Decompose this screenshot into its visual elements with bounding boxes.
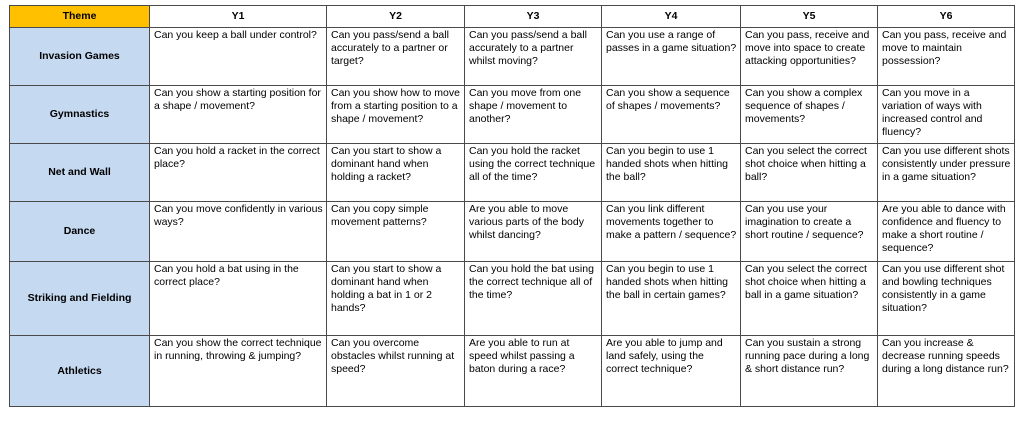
table-row-invasion-games: [10, 28, 1015, 86]
year-header-y4: Y4: [602, 6, 741, 28]
table-row-net-and-wall: [10, 144, 1015, 202]
cell-text: Can you select the correct shot choice when hitting a ball in a game situation?: [745, 263, 867, 301]
table-cell: [327, 262, 465, 336]
year-header-y1: Y1: [150, 6, 327, 28]
cell-text: Can you copy simple movement patterns?: [331, 203, 429, 228]
table-cell: [327, 28, 465, 86]
theme-cell: Striking and Fielding: [10, 262, 150, 336]
table-cell: [602, 202, 741, 262]
table-cell: [327, 86, 465, 144]
cell-text: Are you able to run at speed whilst passing a baton during a race?: [469, 337, 575, 375]
cell-text: Can you use a range of passes in a game situation?: [606, 29, 737, 54]
table-row-gymnastics: [10, 86, 1015, 144]
table-cell: [602, 336, 741, 407]
theme-cell: Athletics: [10, 336, 150, 407]
cell-text: Can you use different shot and bowling techniques consistently in a game situation?: [882, 263, 1005, 314]
table-cell: [878, 262, 1015, 336]
theme-cell: Invasion Games: [10, 28, 150, 86]
cell-text: Can you increase & decrease running speeds during a long distance run?: [882, 337, 1009, 375]
table-cell: [878, 202, 1015, 262]
theme-cell: Net and Wall: [10, 144, 150, 202]
cell-text: Can you hold the racket using the correct technique all of the time?: [469, 145, 596, 183]
table-cell: [465, 336, 602, 407]
table-row-striking-and-fielding: [10, 262, 1015, 336]
table-cell: [465, 262, 602, 336]
table-cell: [602, 144, 741, 202]
cell-text: Can you hold a bat using in the correct place?: [154, 263, 299, 288]
table-cell: [327, 202, 465, 262]
table-cell: [150, 144, 327, 202]
cell-text: Can you select the correct shot choice when hitting a ball?: [745, 145, 867, 183]
cell-text: Are you able to dance with confidence and fluency to make a short routine / sequence?: [882, 203, 1006, 254]
cell-text: Can you move from one shape / movement to another?: [469, 87, 582, 125]
curriculum-table: [9, 5, 1015, 407]
cell-text: Can you show a starting position for a shape / movement?: [154, 87, 321, 112]
table-cell: [741, 86, 878, 144]
theme-cell: Gymnastics: [10, 86, 150, 144]
cell-text: Can you pass, receive and move into space to create attacking opportunities?: [745, 29, 870, 67]
table-cell: [878, 86, 1015, 144]
year-header-y5: Y5: [741, 6, 878, 28]
cell-text: Can you show a complex sequence of shapes / movements?: [745, 87, 863, 125]
table-cell: [602, 262, 741, 336]
cell-text: Can you start to show a dominant hand when holding a bat in 1 or 2 hands?: [331, 263, 442, 314]
cell-text: Can you show the correct technique in running, throwing & jumping?: [154, 337, 322, 362]
table-cell: [602, 28, 741, 86]
cell-text: Can you keep a ball under control?: [154, 29, 317, 41]
cell-text: Can you begin to use 1 handed shots when hitting the ball in certain games?: [606, 263, 729, 301]
table-cell: [327, 336, 465, 407]
year-header-y6: Y6: [878, 6, 1015, 28]
table-cell: [465, 86, 602, 144]
cell-text: Can you pass/send a ball accurately to a partner whilst moving?: [469, 29, 587, 67]
header-row: [10, 6, 1015, 28]
cell-text: Can you show how to move from a starting position to a shape / movement?: [331, 87, 460, 125]
cell-text: Can you move confidently in various ways?: [154, 203, 323, 228]
theme-header: Theme: [10, 6, 150, 28]
cell-text: Are you able to move various parts of the body whilst dancing?: [469, 203, 584, 241]
cell-text: Are you able to jump and land safely, using the correct technique?: [606, 337, 723, 375]
cell-text: Can you begin to use 1 handed shots when hitting the ball?: [606, 145, 729, 183]
cell-text: Can you move in a variation of ways with increased control and fluency?: [882, 87, 983, 138]
cell-text: Can you start to show a dominant hand when holding a racket?: [331, 145, 442, 183]
cell-text: Can you sustain a strong running pace during a long & short distance run?: [745, 337, 870, 375]
table-row-dance: [10, 202, 1015, 262]
table-cell: [741, 336, 878, 407]
table-cell: [878, 28, 1015, 86]
table-cell: [602, 86, 741, 144]
cell-text: Can you overcome obstacles whilst running at speed?: [331, 337, 455, 375]
table-cell: [150, 86, 327, 144]
table-cell: [150, 28, 327, 86]
cell-text: Can you hold the bat using the correct technique all of the time?: [469, 263, 594, 301]
table-cell: [741, 28, 878, 86]
table-cell: [878, 144, 1015, 202]
cell-text: Can you use different shots consistently under pressure in a game situation?: [882, 145, 1011, 183]
table-cell: [150, 336, 327, 407]
table-cell: [465, 144, 602, 202]
cell-text: Can you link different movements together to make a pattern / sequence?: [606, 203, 737, 241]
theme-cell: Dance: [10, 202, 150, 262]
table-cell: [150, 262, 327, 336]
cell-text: Can you use your imagination to create a short routine / sequence?: [745, 203, 864, 241]
cell-text: Can you pass, receive and move to maintain possession?: [882, 29, 1007, 67]
table-cell: [741, 262, 878, 336]
table-cell: [878, 336, 1015, 407]
cell-text: Can you pass/send a ball accurately to a partner or target?: [331, 29, 449, 67]
table-cell: [741, 144, 878, 202]
table-cell: [465, 202, 602, 262]
table-cell: [327, 144, 465, 202]
cell-text: Can you hold a racket in the correct place?: [154, 145, 320, 170]
table-cell: [741, 202, 878, 262]
year-header-y3: Y3: [465, 6, 602, 28]
cell-text: Can you show a sequence of shapes / movements?: [606, 87, 730, 112]
table-cell: [465, 28, 602, 86]
table-row-athletics: [10, 336, 1015, 407]
table-cell: [150, 202, 327, 262]
year-header-y2: Y2: [327, 6, 465, 28]
